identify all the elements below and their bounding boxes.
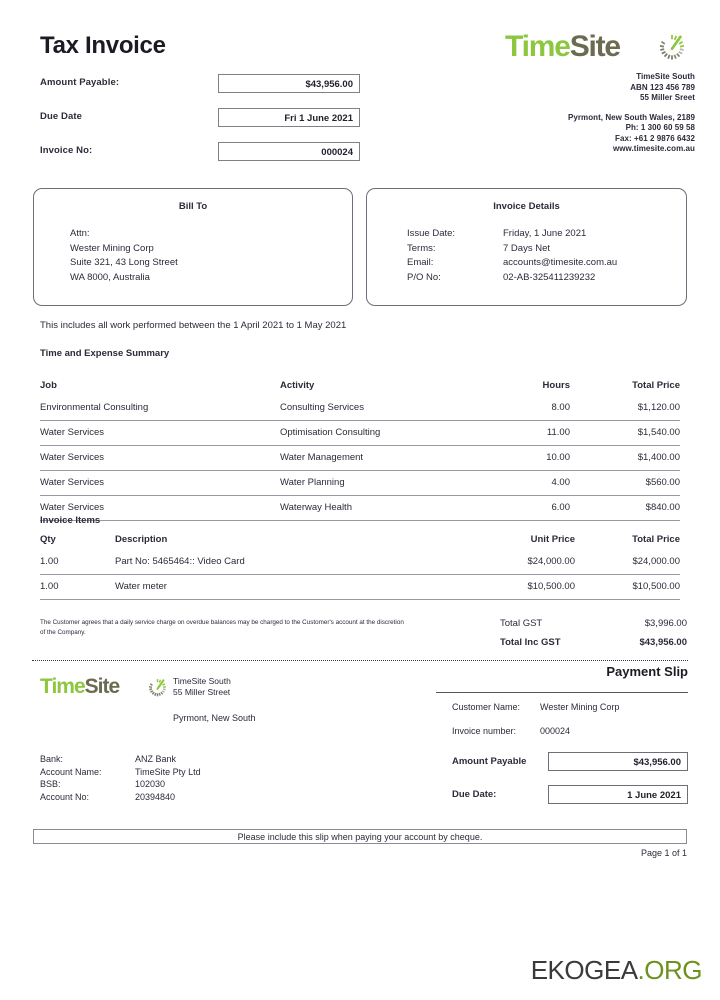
period-note: This includes all work performed between the 1 April 2021 to 1 May 2021 — [40, 320, 347, 331]
col-total-price: Total Price — [632, 534, 680, 545]
bank-row — [40, 766, 201, 779]
col-unit-price: Unit Price — [530, 534, 575, 545]
page-number: Page 1 of 1 — [640, 848, 687, 858]
slip-customer-value: Wester Mining Corp — [540, 702, 620, 712]
cell-job: Water Services — [40, 477, 105, 488]
col-qty: Qty — [40, 534, 56, 545]
slip-due-value: 1 June 2021 — [627, 790, 681, 801]
amount-payable-box[interactable] — [218, 74, 360, 93]
logo-word-site: Site — [569, 30, 620, 63]
cell-total: $1,400.00 — [637, 452, 680, 463]
bill-to-line: WA 8000, Australia — [70, 271, 150, 283]
company-name: TimeSite South — [636, 72, 695, 81]
cell-hours: 4.00 — [551, 477, 570, 488]
cell-activity: Waterway Health — [280, 502, 352, 513]
cell-hours: 10.00 — [546, 452, 570, 463]
bank-row — [40, 791, 201, 804]
detail-key: Terms: — [407, 242, 436, 254]
cell-hours: 8.00 — [551, 402, 570, 413]
slip-amount-label: Amount Payable — [452, 756, 527, 767]
detail-value: Friday, 1 June 2021 — [503, 228, 587, 239]
bank-key: Account Name: — [40, 766, 102, 777]
cell-description: Water meter — [115, 581, 167, 592]
cell-activity: Water Planning — [280, 477, 345, 488]
cell-activity: Consulting Services — [280, 402, 364, 413]
footer-company-street: 55 Miller Street — [173, 687, 231, 697]
bill-to-panel — [33, 188, 353, 306]
slip-invoice-label: Invoice number: — [452, 726, 517, 736]
cell-hours: 6.00 — [551, 502, 570, 513]
col-total: Total Price — [632, 380, 680, 391]
logo-word-time: Time — [505, 30, 570, 63]
invoice-items-table — [40, 528, 680, 600]
due-date-value: Fri 1 June 2021 — [284, 113, 353, 124]
cell-total-price: $10,500.00 — [632, 581, 680, 592]
table-row — [40, 446, 680, 471]
table-row — [40, 396, 680, 421]
slip-customer-label: Customer Name: — [452, 702, 521, 712]
total-gst-row — [40, 618, 687, 633]
col-hours: Hours — [542, 380, 570, 391]
disclaimer-text: The Customer agrees that a daily service charge on overdue balances may be charged to the Customer's account at the discretion of the Company. — [40, 619, 404, 636]
company-logo — [505, 30, 695, 72]
detail-value: 02-AB-325411239232 — [503, 271, 596, 283]
table-row — [40, 421, 680, 446]
cell-total-price: $24,000.00 — [632, 556, 680, 567]
bank-row — [40, 778, 201, 791]
detail-key: Issue Date: — [407, 228, 456, 239]
total-gst-label: Total GST — [500, 618, 543, 629]
watermark-tld: .ORG — [637, 955, 702, 985]
slip-due-box[interactable] — [548, 785, 688, 804]
col-activity: Activity — [280, 380, 315, 391]
invoice-no-label: Invoice No: — [40, 145, 93, 156]
bank-value: ANZ Bank — [135, 754, 177, 764]
gauge-icon — [657, 32, 687, 62]
cell-job: Water Services — [40, 452, 105, 463]
detail-key: P/O No: — [407, 271, 441, 283]
logo-word-time: Time — [40, 675, 85, 698]
detail-row — [407, 227, 617, 242]
company-city: Pyrmont, New South Wales, 2189 — [567, 112, 695, 122]
watermark-name: EKOGEA — [530, 955, 638, 985]
cell-job: Environmental Consulting — [40, 402, 149, 413]
bank-key: Account No: — [40, 791, 90, 802]
cell-unit-price: $10,500.00 — [527, 581, 575, 592]
footer-company-address — [173, 676, 231, 698]
bank-value: 20394840 — [135, 791, 176, 802]
table-header-row — [40, 528, 680, 550]
detail-value: 7 Days Net — [503, 242, 550, 254]
detail-key: Email: — [407, 257, 434, 268]
table-row — [40, 471, 680, 496]
watermark — [531, 955, 702, 986]
invoice-items-title: Invoice Items — [40, 515, 101, 526]
logo-word-site: Site — [84, 675, 120, 698]
due-date-label: Due Date — [40, 111, 82, 122]
invoice-details-panel — [366, 188, 687, 306]
cell-qty: 1.00 — [40, 556, 59, 567]
cell-hours: 11.00 — [546, 427, 570, 438]
bill-to-line: Wester Mining Corp — [70, 242, 154, 254]
table-header-row — [40, 374, 680, 396]
time-expense-title: Time and Expense Summary — [40, 348, 170, 359]
slip-invoice-value: 000024 — [540, 726, 571, 736]
cell-total: $1,540.00 — [637, 427, 680, 438]
due-date-box[interactable] — [218, 108, 360, 127]
slip-due-label: Due Date: — [452, 789, 497, 800]
invoice-details-body — [407, 227, 617, 285]
tear-line-divider — [32, 660, 688, 661]
footer-note-box — [33, 829, 687, 844]
company-address-block — [440, 72, 695, 155]
bill-to-title: Bill To — [178, 201, 208, 212]
total-inc-gst-row — [40, 637, 687, 652]
footer-company-name: TimeSite South — [173, 676, 231, 686]
invoice-no-value: 000024 — [321, 147, 353, 158]
bank-row — [40, 753, 201, 766]
payment-slip-rule — [436, 692, 688, 693]
cell-activity: Water Management — [280, 452, 364, 463]
bank-key: Bank: — [40, 754, 64, 764]
total-gst-value: $3,996.00 — [644, 618, 687, 629]
cell-job: Water Services — [40, 502, 105, 513]
col-description: Description — [115, 534, 168, 545]
bill-to-body — [70, 227, 178, 285]
detail-row — [407, 256, 617, 271]
footer-note: Please include this slip when paying your account by cheque. — [237, 832, 483, 842]
cell-job: Water Services — [40, 427, 105, 438]
payment-slip-title: Payment Slip — [606, 664, 688, 679]
col-job: Job — [40, 380, 57, 391]
bank-value: TimeSite Pty Ltd — [135, 766, 201, 777]
bill-to-line: Suite 321, 43 Long Street — [70, 257, 178, 268]
slip-amount-box[interactable] — [548, 752, 688, 771]
amount-payable-value: $43,956.00 — [305, 79, 353, 90]
time-expense-table — [40, 374, 680, 521]
bank-details — [40, 753, 201, 803]
cell-qty: 1.00 — [40, 581, 59, 592]
company-street: 55 Miller Sreet — [640, 93, 695, 102]
cell-total: $840.00 — [645, 502, 680, 513]
detail-row — [407, 242, 617, 257]
invoice-no-box[interactable] — [218, 142, 360, 161]
bank-value: 102030 — [135, 779, 166, 789]
detail-value: accounts@timesite.com.au — [503, 257, 618, 268]
gauge-icon — [147, 677, 168, 698]
detail-row — [407, 271, 617, 286]
company-website[interactable]: www.timesite.com.au — [612, 144, 695, 153]
table-row — [40, 550, 680, 575]
amount-payable-label: Amount Payable: — [40, 77, 120, 88]
footer-company-city: Pyrmont, New South — [173, 713, 256, 723]
invoice-details-title: Invoice Details — [493, 201, 560, 212]
company-abn: ABN 123 456 789 — [630, 82, 695, 92]
cell-total: $560.00 — [645, 477, 680, 488]
logo-wordmark — [505, 30, 620, 64]
bank-key: BSB: — [40, 779, 61, 789]
slip-amount-value: $43,956.00 — [633, 757, 681, 768]
table-row — [40, 575, 680, 600]
table-row — [40, 496, 680, 521]
cell-activity: Optimisation Consulting — [280, 427, 381, 438]
company-fax: Fax: +61 2 9876 6432 — [615, 133, 695, 143]
logo-wordmark-footer — [40, 675, 119, 699]
cell-unit-price: $24,000.00 — [527, 556, 575, 567]
cell-total: $1,120.00 — [637, 402, 680, 413]
cell-description: Part No: 5465464:: Video Card — [115, 556, 245, 567]
bill-to-line: Attn: — [70, 228, 90, 239]
total-inc-gst-label: Total Inc GST — [500, 637, 561, 648]
total-inc-gst-value: $43,956.00 — [639, 637, 687, 648]
page-title: Tax Invoice — [40, 32, 166, 59]
company-phone: Ph: 1 300 60 59 58 — [625, 123, 695, 132]
